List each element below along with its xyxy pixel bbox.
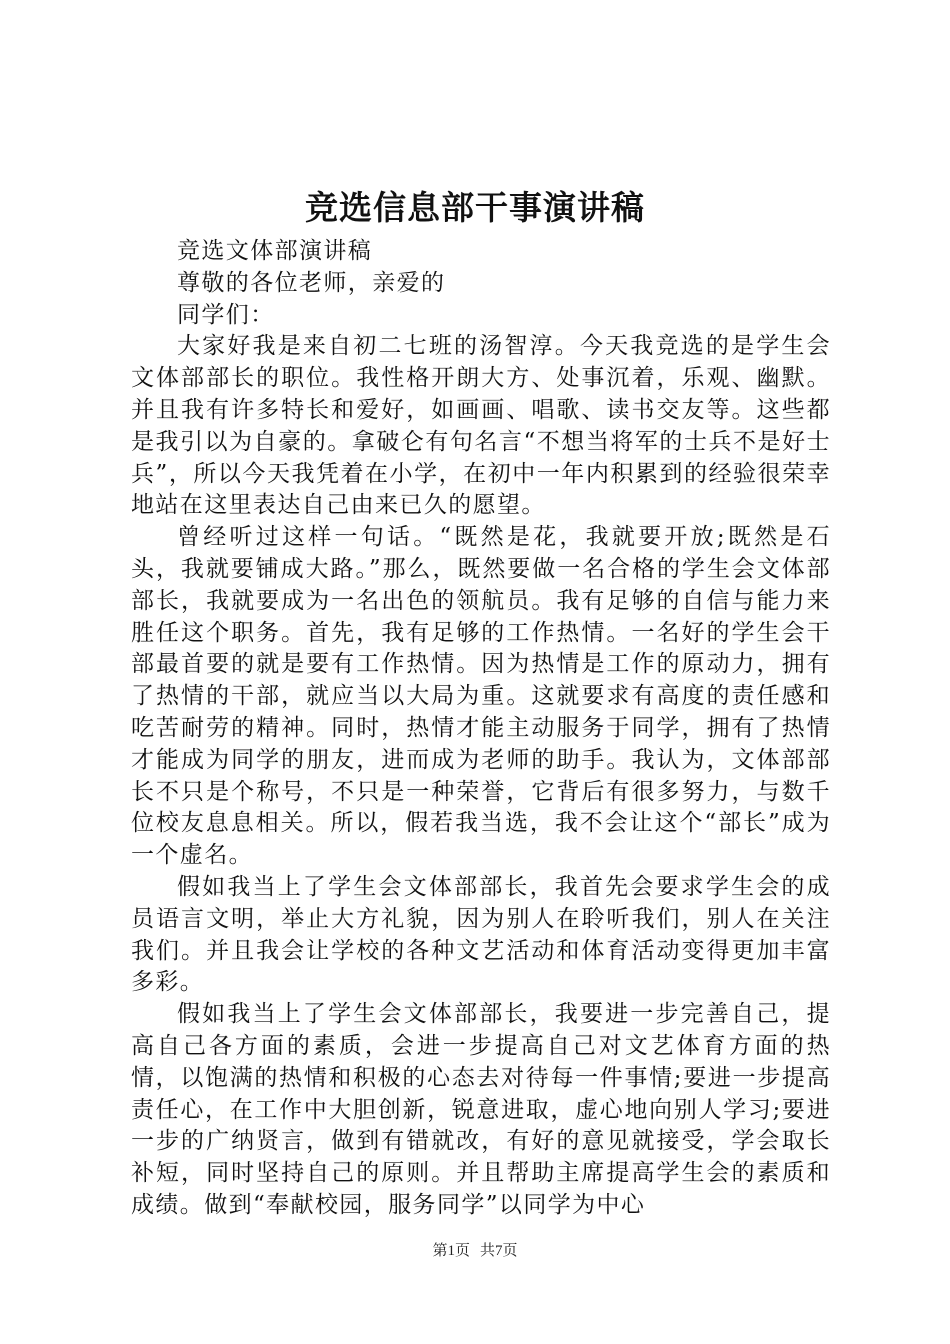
paragraph-qualification: 曾经听过这样一句话。“既然是花，我就要开放;既然是石头，我就要铺成大路。”那么，既然要做一名合格的学生会文体部部长，我就要成为一名出色的领航员。我有足够的自信与能力来胜任这个职务。首先，我有足够的工作热情。一名好的学生会干部最首要的就是要有工作热情。因为热情是工作的原动力，拥有了热情的干部，就应当以大局为重。这就要求有高度的责任感和吃苦耐劳的精神。同时，热情才能主动服务于同学，拥有了热情才能成为同学的朋友，进而成为老师的助手。我认为，文体部部长不只是个称号，不只是一种荣誉，它背后有很多努力，与数千位校友息息相关。所以，假若我当选，我不会让这个“部长”成为一个虚名。 [131,524,831,869]
paragraph-salutation: 尊敬的各位老师，亲爱的 [177,269,446,296]
paragraph-intro: 大家好我是来自初二七班的汤智淳。今天我竞选的是学生会文体部部长的职位。我性格开朗大方、处事沉着，乐观、幽默。并且我有许多特长和爱好，如画画、唱歌、读书交友等。这些都是我引以为自豪的。拿破仑有句名言“不想当将军的士兵不是好士兵”，所以今天我凭着在小学，在初中一年内积累到的经验很荣幸地站在这里表达自己由来已久的愿望。 [131,333,831,519]
page-footer [0,1241,950,1261]
page-total: 共7页 [480,1243,518,1259]
document-title: 竞选信息部干事演讲稿 [305,188,645,227]
document-body [131,236,831,1222]
page-number: 第1页 [432,1243,470,1259]
paragraph-subtitle: 竞选文体部演讲稿 [177,238,373,264]
paragraph-salutation-cont: 同学们： [177,301,275,328]
paragraph-plan-two: 假如我当上了学生会文体部部长，我要进一步完善自己，提高自己各方面的素质，会进一步提高自己对文艺体育方面的热情，以饱满的热情和积极的心态去对待每一件事情;要进一步提高责任心，在工作中大胆创新，锐意进取，虚心地向别人学习;要进一步的广纳贤言，做到有错就改，有好的意见就接受，学会取长补短，同时坚持自己的原则。并且帮助主席提高学生会的素质和成绩。做到“奉献校园，服务同学”以同学为中心 [131,1001,831,1218]
paragraph-plan-one: 假如我当上了学生会文体部部长，我首先会要求学生会的成员语言文明，举止大方礼貌，因为别人在聆听我们，别人在关注我们。并且我会让学校的各种文艺活动和体育活动变得更加丰富多彩。 [131,873,831,996]
